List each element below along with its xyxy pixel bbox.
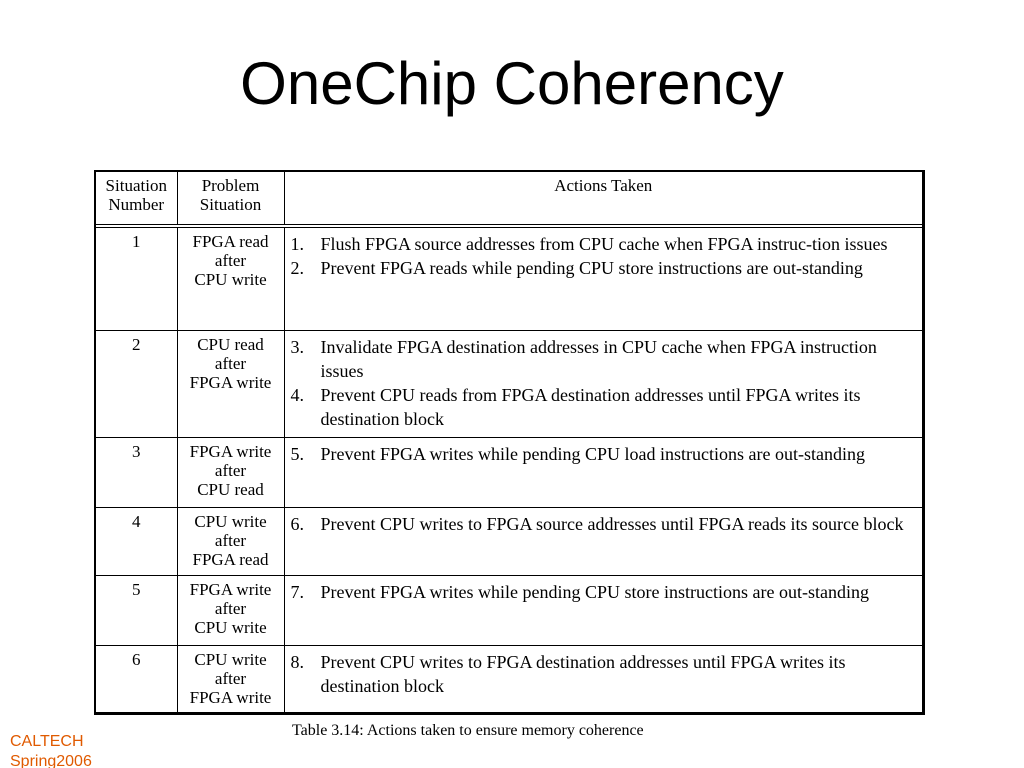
action-text: Prevent CPU writes to FPGA source addresses until FPGA reads its source block: [320, 513, 904, 534]
header-situation2-line: Situation: [199, 195, 262, 214]
action-item: [291, 650, 919, 698]
action-number: 7.: [290, 581, 304, 602]
actions-taken-cell: [284, 226, 922, 330]
action-item: [291, 442, 919, 466]
problem-line: after: [214, 251, 247, 270]
problem-line: CPU write: [194, 511, 267, 531]
problem-line: CPU write: [194, 617, 267, 637]
problem-situation-cell: [177, 437, 284, 507]
problem-line: after: [214, 530, 247, 550]
problem-line: CPU write: [194, 270, 267, 289]
problem-situation-cell: [177, 507, 284, 575]
action-item: [291, 335, 919, 383]
action-text: Prevent FPGA writes while pending CPU store instructions are out-standing: [320, 581, 869, 602]
situation-number-cell: 5: [96, 575, 177, 645]
problem-line: CPU read: [197, 334, 264, 354]
header-situation-line: Situation: [105, 176, 167, 195]
problem-line: CPU write: [194, 649, 267, 669]
problem-line: FPGA read: [192, 232, 269, 251]
header-actions-taken: Actions Taken: [284, 172, 922, 226]
table-row: [96, 437, 922, 507]
actions-taken-cell: [284, 507, 922, 575]
action-number: 1.: [290, 234, 304, 254]
actions-taken-cell: [284, 575, 922, 645]
situation-number-cell: 2: [96, 330, 177, 437]
header-problem-line: Problem: [201, 176, 260, 195]
action-text: Invalidate FPGA destination addresses in CPU cache when FPGA instruction issues: [320, 336, 877, 381]
action-text: Prevent CPU reads from FPGA destination addresses until FPGA writes its destination block: [320, 384, 861, 429]
problem-situation-cell: [177, 330, 284, 437]
footer-branding: [0, 732, 103, 768]
actions-taken-cell: [284, 330, 922, 437]
action-number: 3.: [290, 336, 304, 357]
situation-number-cell: 3: [96, 437, 177, 507]
table-header-row: [96, 172, 922, 226]
action-item: [291, 512, 919, 536]
situation-number-cell: 6: [96, 645, 177, 715]
problem-line: after: [214, 460, 247, 480]
table-row: [96, 575, 922, 645]
situation-number-cell: 1: [96, 226, 177, 330]
coherency-table: [96, 172, 922, 715]
action-text: Prevent FPGA reads while pending CPU store instructions are out-standing: [320, 258, 863, 278]
problem-line: FPGA write: [189, 579, 272, 599]
problem-situation-cell: [177, 226, 284, 330]
problem-line: FPGA write: [189, 441, 272, 461]
action-item: [291, 383, 919, 431]
slide-title: OneChip Coherency: [240, 50, 784, 117]
problem-line: FPGA write: [189, 687, 272, 707]
action-number: 5.: [290, 443, 304, 464]
header-number-line: Number: [108, 195, 165, 214]
problem-situation-cell: [177, 645, 284, 715]
problem-line: FPGA write: [189, 372, 272, 392]
table-caption: Table 3.14: Actions taken to ensure memory coherence: [292, 722, 644, 739]
action-item: [291, 232, 919, 256]
problem-situation-cell: [177, 575, 284, 645]
table-row: [96, 507, 922, 575]
situation-number-cell: 4: [96, 507, 177, 575]
header-situation-number: [96, 172, 177, 226]
action-item: [291, 580, 919, 604]
action-number: 4.: [290, 384, 304, 405]
problem-line: CPU read: [197, 479, 264, 499]
table-body: [96, 226, 922, 715]
action-text: Prevent FPGA writes while pending CPU load instructions are out-standing: [320, 443, 865, 464]
coherency-table-frame: [94, 170, 925, 715]
problem-line: after: [214, 598, 247, 618]
action-text: Flush FPGA source addresses from CPU cache when FPGA instruc-tion issues: [320, 234, 888, 254]
action-number: 2.: [290, 258, 304, 278]
problem-line: after: [214, 353, 247, 373]
problem-line: FPGA read: [192, 549, 269, 569]
footer-line-2: Spring2006: [10, 753, 92, 768]
action-number: 6.: [290, 513, 304, 534]
action-item: [291, 256, 919, 280]
header-problem-situation: [177, 172, 284, 226]
table-row: [96, 330, 922, 437]
action-number: 8.: [290, 651, 304, 672]
actions-taken-cell: [284, 437, 922, 507]
table-row: [96, 226, 922, 330]
action-text: Prevent CPU writes to FPGA destination addresses until FPGA writes its destination block: [320, 651, 846, 696]
problem-line: after: [214, 668, 247, 688]
actions-taken-cell: [284, 645, 922, 715]
table-row: [96, 645, 922, 715]
footer-line-1: CALTECH: [10, 733, 84, 750]
